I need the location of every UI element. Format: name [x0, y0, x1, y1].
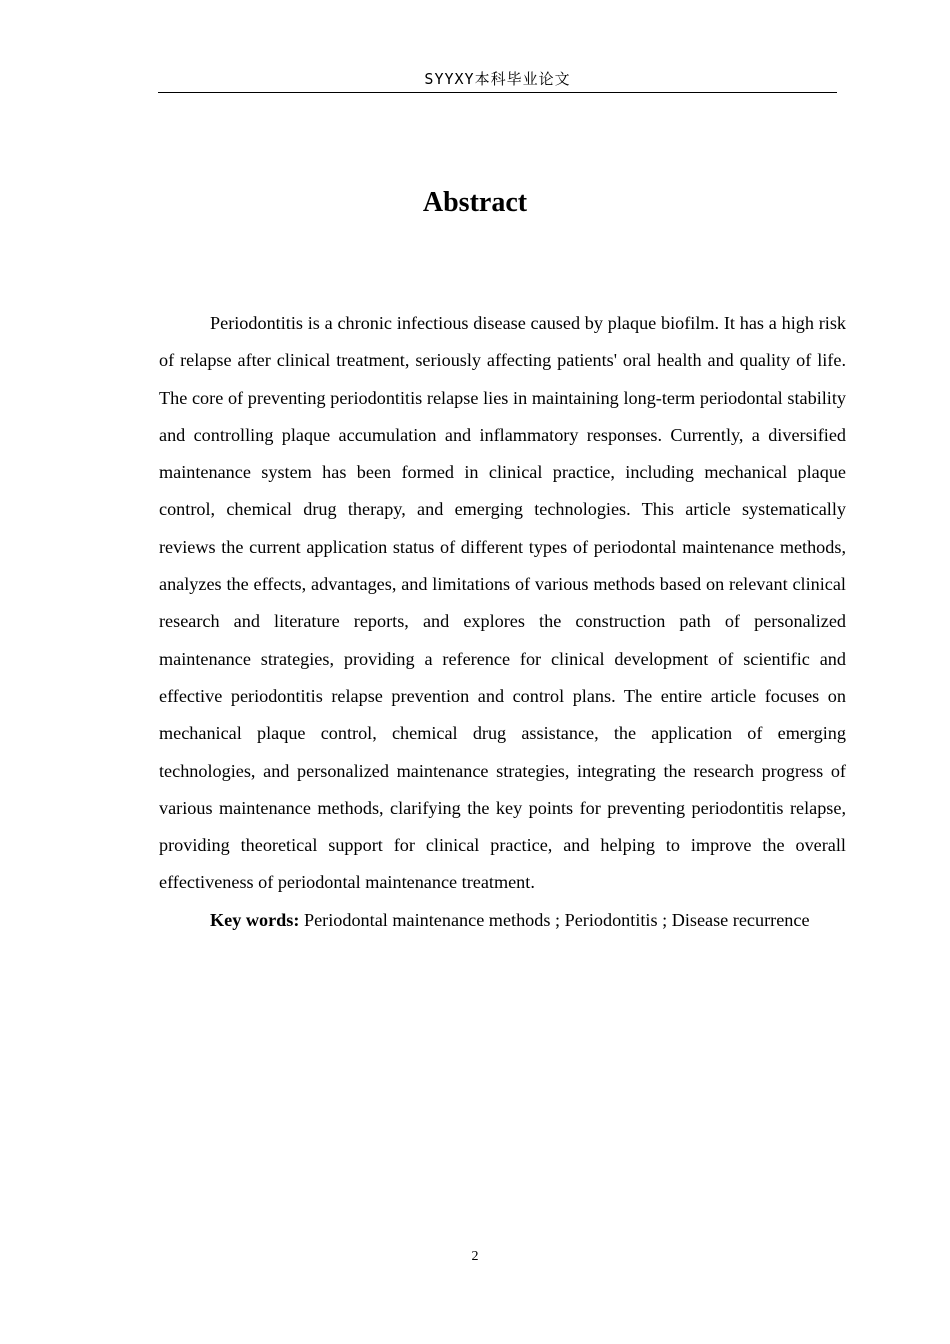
abstract-title: Abstract [422, 187, 528, 218]
header-title: SYYXY本科毕业论文 [424, 70, 571, 88]
page-number: 2 [471, 1249, 479, 1264]
keywords-label: Key words: [210, 909, 300, 930]
keywords-text: Periodontal maintenance methods ; Periodontitis ; Disease recurrence [299, 909, 810, 930]
abstract-paragraph: Periodontitis is a chronic infectious disease caused by plaque biofilm. It has a high risk of relapse after clinical treatment, seriously affecting patients' oral health and quality of life. The core of preventing periodontitis relapse lies in maintaining long-term periodontal stability and controlling plaque accumulation and inflammatory responses. Currently, a diversified maintenance system has been formed in clinical practice, including mechanical plaque control, chemical drug therapy, and emerging technologies. This article systematically reviews the current application status of different types of periodontal maintenance methods, analyzes the effects, advantages, and limitations of various methods based on relevant clinical research and literature reports, and explores the construction path of personalized maintenance strategies, providing a reference for clinical development of scientific and effective periodontitis relapse prevention and control plans. The entire article focuses on mechanical plaque control, chemical drug assistance, the application of emerging technologies, and personalized maintenance strategies, integrating the research progress of various maintenance methods, clarifying the key points for preventing periodontitis relapse, providing theoretical support for clinical practice, and helping to improve the overall effectiveness of periodontal maintenance treatment. [159, 313, 846, 893]
page-header [158, 66, 837, 93]
abstract-body [159, 305, 846, 939]
keywords-paragraph [159, 902, 846, 939]
